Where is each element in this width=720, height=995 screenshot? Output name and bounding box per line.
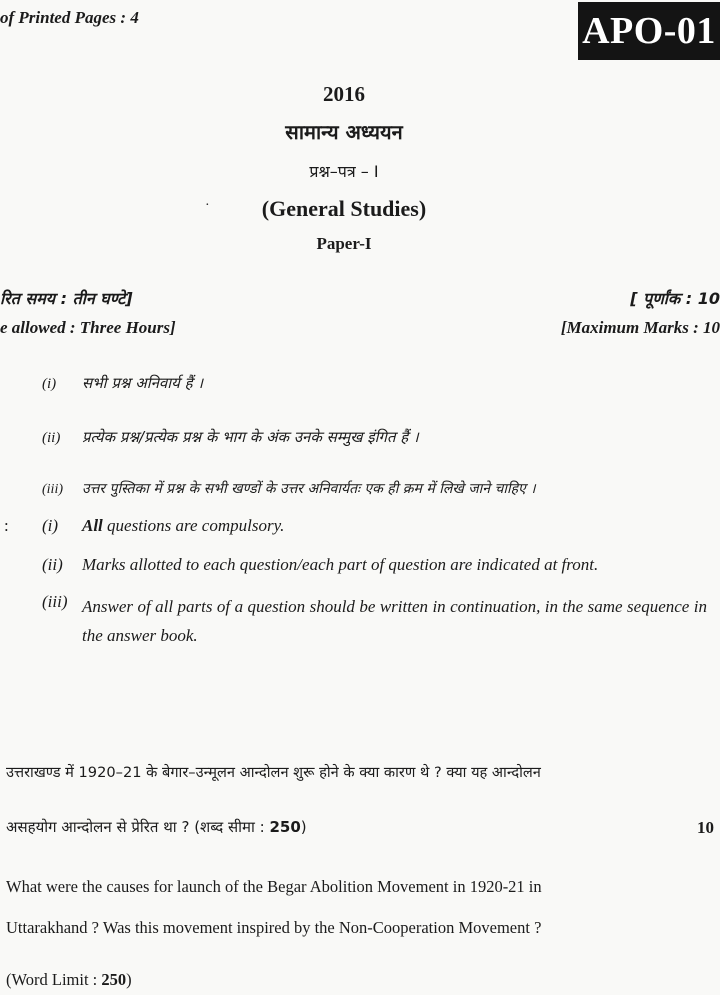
instruction-hindi-1 [42,373,203,393]
word-limit-close: ) [126,970,132,989]
paper-code-badge [578,2,720,60]
question-marks: 10 [697,818,714,837]
subject-english: (General Studies) [261,196,427,221]
question-hindi-close: ) [300,818,307,836]
instruction-hindi-2 [42,427,419,447]
time-allowed-hindi: रित समय : तीन घण्टे] [0,289,133,308]
printed-pages-note: of Printed Pages : 4 [0,8,139,27]
question-english-line1: What were the causes for launch of the Begar Abolition Movement in 1920-21 in [6,877,542,896]
max-marks-english: [Maximum Marks : 10 [560,318,720,337]
word-limit-value: 250 [101,970,127,989]
word-limit-hindi: 250 [269,818,301,836]
word-limit-label: (Word Limit : [6,970,102,989]
instruction-text: प्रत्येक प्रश्न/प्रत्येक प्रश्न के भाग के अंक उनके सम्मुख इंगित हैं । [82,428,419,446]
subject-hindi: सामान्य अध्ययन [285,120,403,144]
question-word-limit [6,970,132,990]
instruction-english-1 [42,516,284,536]
paper-hindi: प्रश्न–पत्र – I [309,162,379,181]
instruction-lead: All [82,516,103,535]
speck: · [205,198,210,213]
instruction-number: (iii) [42,592,68,611]
instruction-number: (i) [42,376,57,392]
instruction-number: (i) [42,516,59,535]
max-marks-hindi: [ पूर्णांक : 10 [630,289,720,308]
instruction-english-2 [42,555,598,575]
instruction-number: (iii) [42,482,63,497]
instruction-text: उत्तर पुस्तिका में प्रश्न के सभी खण्डों के उत्तर अनिवार्यतः एक ही क्रम में लिखे जाने चाहिए । [82,481,536,497]
paper-code: APO-01 [582,10,716,52]
instruction-number: (ii) [42,430,61,446]
instruction-number: (ii) [42,555,63,574]
paper-english: Paper-I [316,234,372,253]
question-hindi-line1: उत्तराखण्ड में 1920–21 के बेगार–उन्मूलन आन्दोलन शुरू होने के क्या कारण थे ? क्या यह आन्दोलन [6,764,541,781]
instruction-text: Marks allotted to each question/each part of question are indicated at front. [82,555,599,574]
instruction-hindi-3 [42,479,536,498]
exam-year: 2016 [323,82,365,106]
instruction-text: सभी प्रश्न अनिवार्य हैं । [82,374,204,392]
instruction-text: questions are compulsory. [107,516,285,535]
question-hindi-text: असहयोग आन्दोलन से प्रेरित था ? (शब्द सीमा : [6,818,270,836]
instructions-english-colon: : [4,516,9,535]
question-english-line2: Uttarakhand ? Was this movement inspired by the Non-Cooperation Movement ? [6,918,542,937]
instruction-english-3 [42,592,707,650]
instruction-text: Answer of all parts of a question should be written in continuation, in the same sequence in the answer book. [82,597,707,645]
question-hindi-line2 [6,817,307,837]
time-allowed-english: e allowed : Three Hours] [0,318,176,337]
